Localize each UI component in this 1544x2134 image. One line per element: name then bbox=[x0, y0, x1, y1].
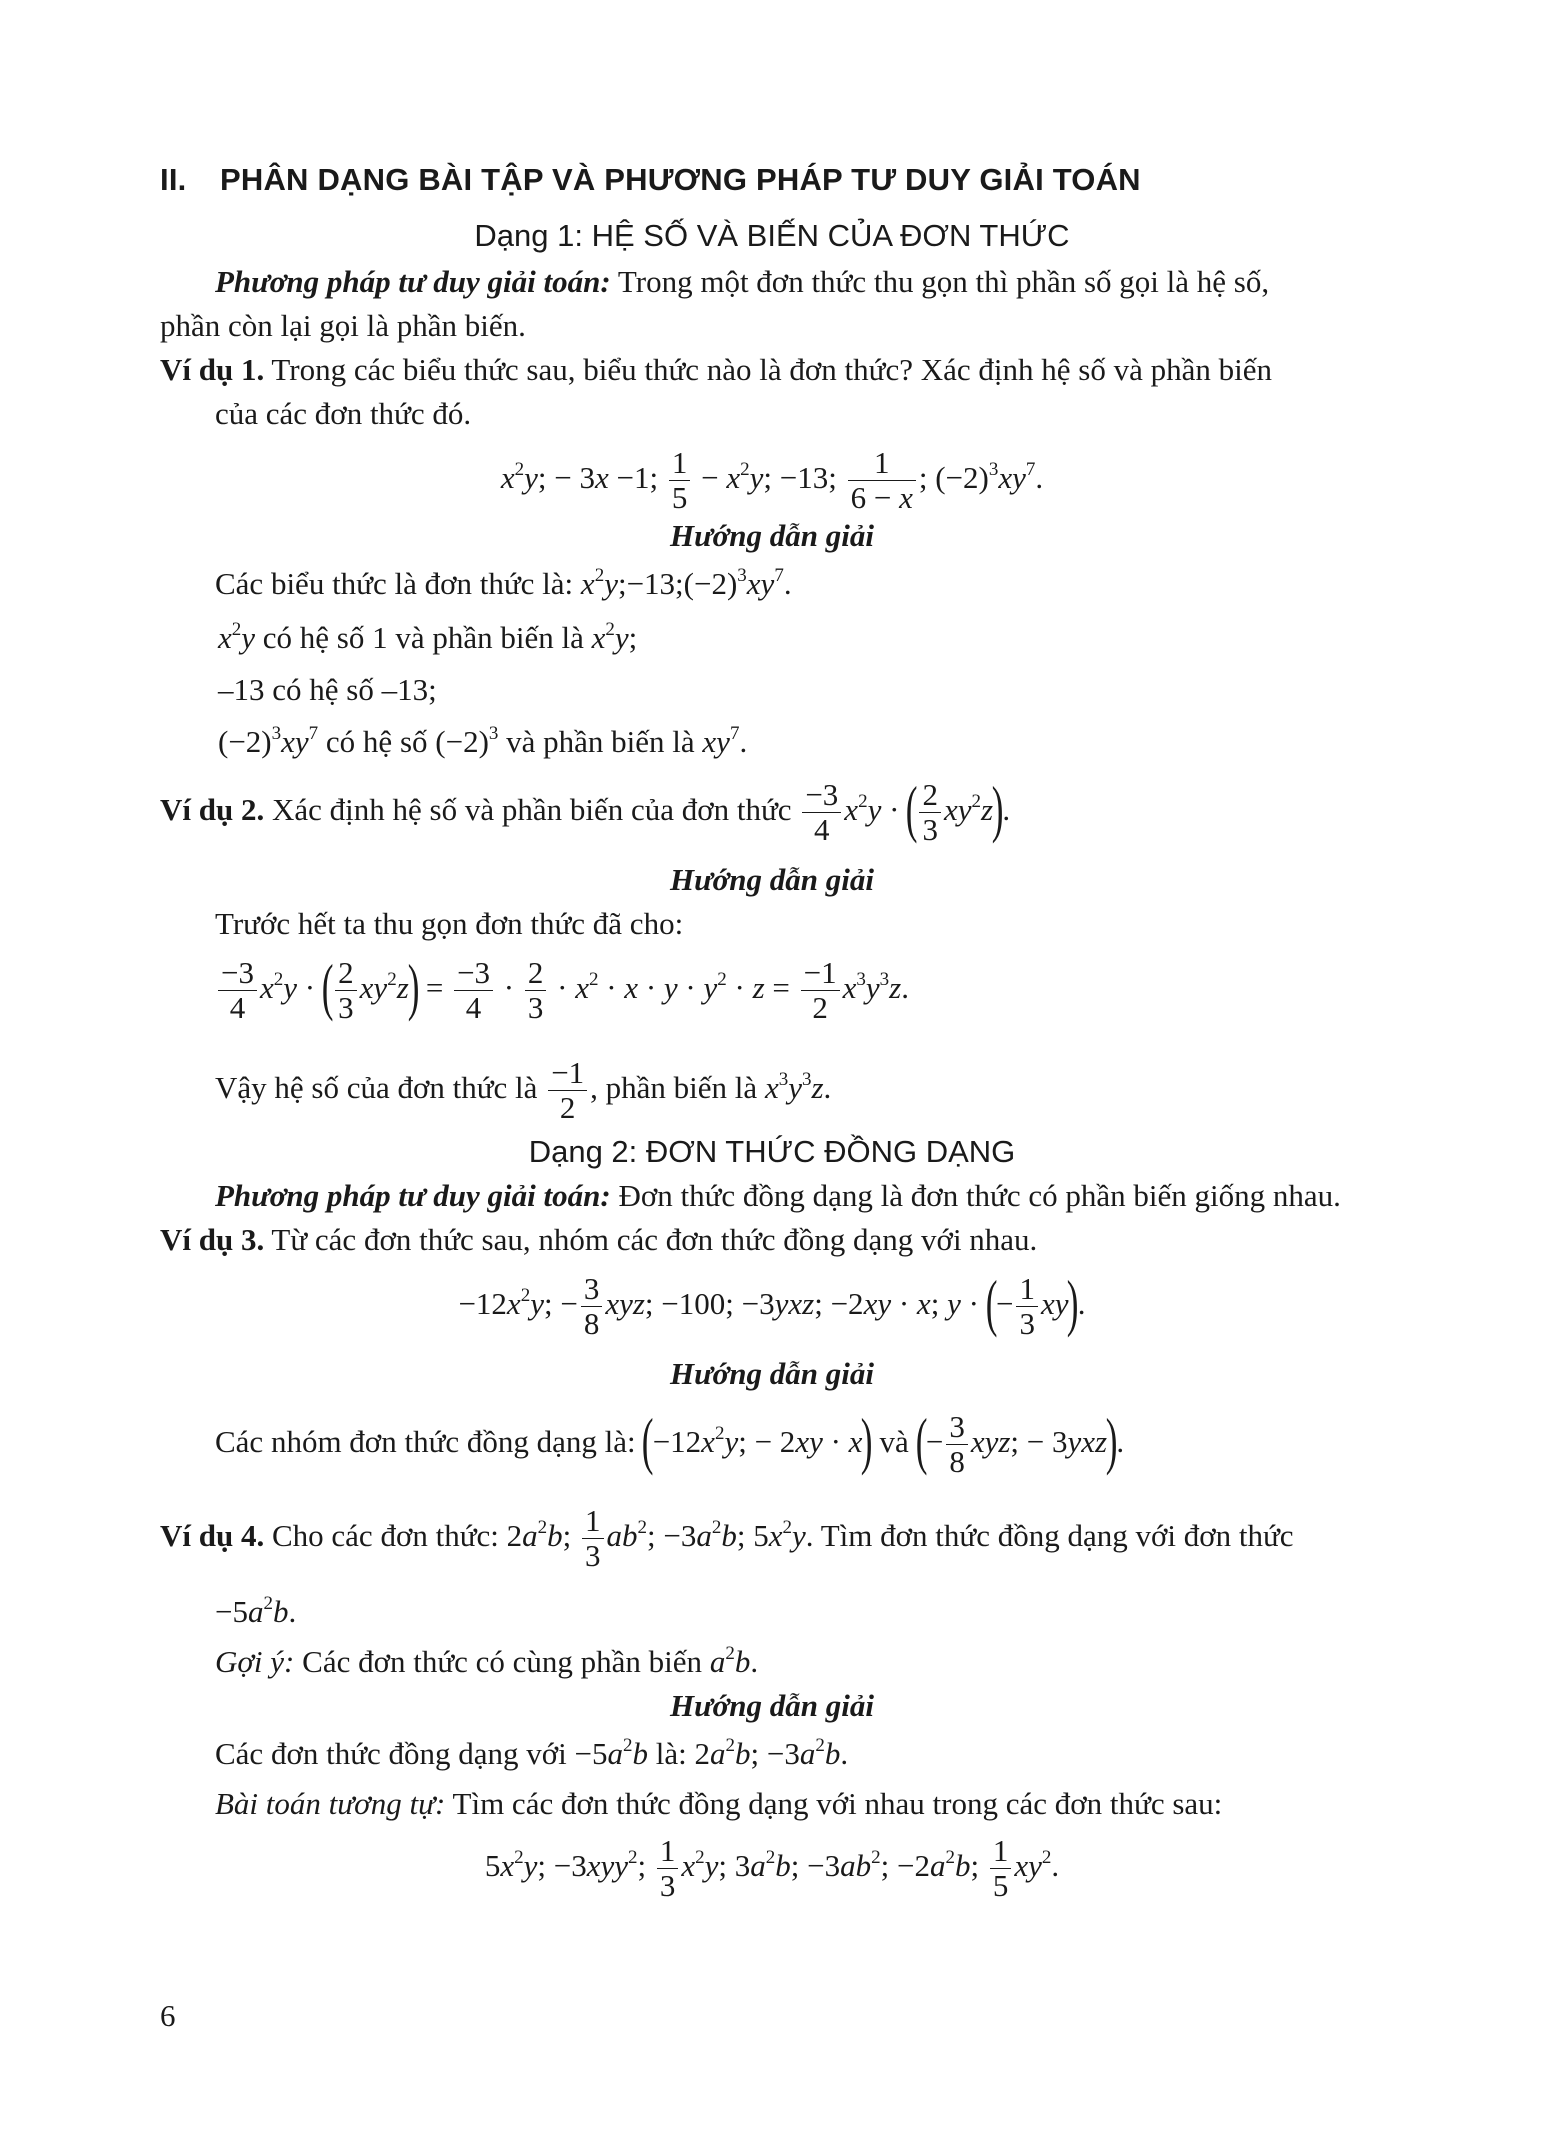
similar-text: Tìm các đơn thức đồng dạng với nhau trong các đơn thức sau: bbox=[445, 1786, 1223, 1821]
text: Cho các đơn thức: bbox=[264, 1518, 499, 1553]
vd4-label: Ví dụ 4. bbox=[160, 1518, 265, 1553]
fraction: $\frac{-3}{4}$ bbox=[218, 956, 257, 1025]
vd2-sol-computation: $\frac{-3}{4}$ $x^2y$ · ( $\frac{2}{3}$ $xy^2z$) = $\frac{-3}{4}$ · $\frac{2}{3}$ · $x^2 \cdot x \cdot y \cdot y^2 \cdot z$ = $\frac{-1}{2}$ $x^3y^3z$. bbox=[215, 948, 909, 1028]
fraction: $\frac{1}{6 - x}$ bbox=[848, 446, 916, 515]
fraction: $\frac{2}{3}$ bbox=[525, 956, 547, 1025]
section-heading bbox=[160, 162, 1141, 198]
vd4-statement: Ví dụ 4. Cho các đơn thức: $2a^2b$; $\frac{1}{3}$ $ab^2$; $-3a^2b$; $5x^2y$. Tìm đơn thức đồng dạng với đơn thức bbox=[160, 1503, 1294, 1574]
text: Vậy hệ số của đơn thức là bbox=[215, 1070, 538, 1105]
vd2-solution-heading: Hướng dẫn giải bbox=[669, 862, 875, 897]
fraction: $\frac{-1}{2}$ bbox=[801, 956, 840, 1025]
fraction: $\frac{1}{3}$ bbox=[582, 1504, 604, 1573]
section-title: PHÂN DẠNG BÀI TẬP VÀ PHƯƠNG PHÁP TƯ DUY GIẢI TOÁN bbox=[220, 162, 1141, 197]
fraction: $\frac{-3}{4}$ bbox=[454, 956, 493, 1025]
vd3-solution: Các nhóm đơn thức đồng dạng là: ($-12x^2y$; − 2xy · x) và (− $\frac{3}{8}$ xyz; − 3yxz). bbox=[215, 1404, 1125, 1480]
vd2-statement: Ví dụ 2. Xác định hệ số và phần biến của đơn thức $\frac{-3}{4}$ $x^2y$ · ( $\frac{2}{3}$ $xy^2z$). bbox=[160, 772, 1011, 848]
vd1-statement-cont: của các đơn thức đó. bbox=[215, 396, 472, 431]
vd4-solution: Các đơn thức đồng dạng với $-5a^2b$ là: $2a^2b$; $-3a^2b$. bbox=[215, 1735, 849, 1771]
text: và bbox=[879, 1424, 909, 1459]
vd2-label: Ví dụ 2. bbox=[160, 792, 265, 827]
vd4-statement-cont: $-5a^2b$. bbox=[215, 1593, 297, 1629]
fraction: $\frac{-1}{2}$ bbox=[548, 1056, 587, 1125]
text: Các biểu thức là đơn thức là: bbox=[215, 566, 574, 601]
vd3-label: Ví dụ 3. bbox=[160, 1222, 265, 1257]
vd1-sol-line4: $(-2)^3xy^7$ có hệ số $(-2)^3$ và phần biến là $xy^7$. bbox=[218, 723, 748, 759]
fraction: $\frac{1}{3}$ bbox=[1016, 1272, 1038, 1341]
vd3-solution-heading: Hướng dẫn giải bbox=[669, 1356, 875, 1391]
text: Xác định hệ số và phần biến của đơn thức bbox=[264, 792, 792, 827]
text: Tìm đơn thức đồng dạng với đơn thức bbox=[820, 1518, 1294, 1553]
fraction: $\frac{1}{5}$ bbox=[990, 1834, 1012, 1903]
text: có hệ số 1 và phần biến là bbox=[262, 620, 584, 655]
vd1-label: Ví dụ 1. bbox=[160, 352, 265, 387]
fraction: $\frac{-3}{4}$ bbox=[802, 778, 841, 847]
vd1-statement bbox=[160, 350, 1272, 390]
vd4-solution-heading: Hướng dẫn giải bbox=[669, 1688, 875, 1723]
text: là: bbox=[655, 1736, 687, 1771]
vd4-hint: Gợi ý: Các đơn thức có cùng phần biến $a^2b$. bbox=[215, 1643, 759, 1679]
similar-label: Bài toán tương tự: bbox=[215, 1786, 446, 1821]
dang1-method-cont: phần còn lại gọi là phần biến. bbox=[160, 308, 526, 343]
method-label: Phương pháp tư duy giải toán: bbox=[215, 1178, 611, 1213]
dang1-title: Dạng 1: HỆ SỐ VÀ BIẾN CỦA ĐƠN THỨC bbox=[474, 218, 1070, 253]
text: Các nhóm đơn thức đồng dạng là: bbox=[215, 1424, 636, 1459]
section-number: II. bbox=[160, 162, 187, 197]
method-label: Phương pháp tư duy giải toán: bbox=[215, 264, 611, 299]
vd1-expressions: $x^2y$; − 3x −1; $\frac{1}{5}$ − $x^2y$; −13; $\frac{1}{6 - x}$ ; $(-2)^3xy^7$. bbox=[500, 445, 1044, 516]
text: Các đơn thức đồng dạng với bbox=[215, 1736, 567, 1771]
vd3-expressions: $-12x^2y$; − $\frac{3}{8}$ xyz; −100; −3yxz; −2xy · x; y · (− $\frac{1}{3}$ xy). bbox=[458, 1266, 1086, 1342]
method-text: Trong một đơn thức thu gọn thì phần số gọi là hệ số, bbox=[610, 264, 1270, 299]
fraction: $\frac{1}{5}$ bbox=[669, 446, 691, 515]
dang1-method bbox=[215, 262, 1269, 302]
fraction: $\frac{3}{8}$ bbox=[581, 1272, 603, 1341]
method-text: Đơn thức đồng dạng là đơn thức có phần biến giống nhau. bbox=[610, 1178, 1341, 1213]
hint-label: Gợi ý: bbox=[215, 1644, 295, 1679]
text: , phần biến là bbox=[590, 1070, 758, 1105]
hint-text: Các đơn thức có cùng phần biến bbox=[294, 1644, 703, 1679]
text: có hệ số bbox=[325, 724, 428, 759]
text: Từ các đơn thức sau, nhóm các đơn thức đồng dạng với nhau. bbox=[264, 1222, 1038, 1257]
vd3-statement bbox=[160, 1220, 1037, 1260]
vd1-text: Trong các biểu thức sau, biểu thức nào là đơn thức? Xác định hệ số và phần biến bbox=[264, 352, 1272, 387]
page-number: 6 bbox=[160, 1998, 176, 2033]
vd4-similar-expressions: $5x^2y$; −3xyy$^2$; $\frac{1}{3}$ $x^2y$; $3a^2b$; $-3ab^2$; $-2a^2b$; $\frac{1}{5}$ $xy^2$. bbox=[484, 1833, 1060, 1904]
vd1-sol-line1: Các biểu thức là đơn thức là: $x^2y;-13;(-2)^3xy^7$. bbox=[215, 565, 792, 601]
fraction: $\frac{1}{3}$ bbox=[657, 1834, 679, 1903]
dang2-title: Dạng 2: ĐƠN THỨC ĐỒNG DẠNG bbox=[528, 1134, 1016, 1169]
text: và phần biến là bbox=[506, 724, 695, 759]
vd1-sol-line3: –13 có hệ số –13; bbox=[218, 672, 437, 707]
vd2-sol-line1: Trước hết ta thu gọn đơn thức đã cho: bbox=[215, 906, 684, 941]
fraction: $\frac{2}{3}$ bbox=[919, 778, 941, 847]
fraction: $\frac{3}{8}$ bbox=[946, 1410, 968, 1479]
dang2-method bbox=[215, 1176, 1341, 1216]
vd4-similar-problem bbox=[215, 1784, 1222, 1824]
vd1-sol-line2: $x^2y$ có hệ số 1 và phần biến là $x^2y$; bbox=[218, 619, 638, 655]
fraction: $\frac{2}{3}$ bbox=[335, 956, 357, 1025]
vd2-conclusion: Vậy hệ số của đơn thức là $\frac{-1}{2}$ , phần biến là $x^3y^3z$. bbox=[215, 1055, 832, 1126]
vd1-solution-heading: Hướng dẫn giải bbox=[669, 518, 875, 553]
